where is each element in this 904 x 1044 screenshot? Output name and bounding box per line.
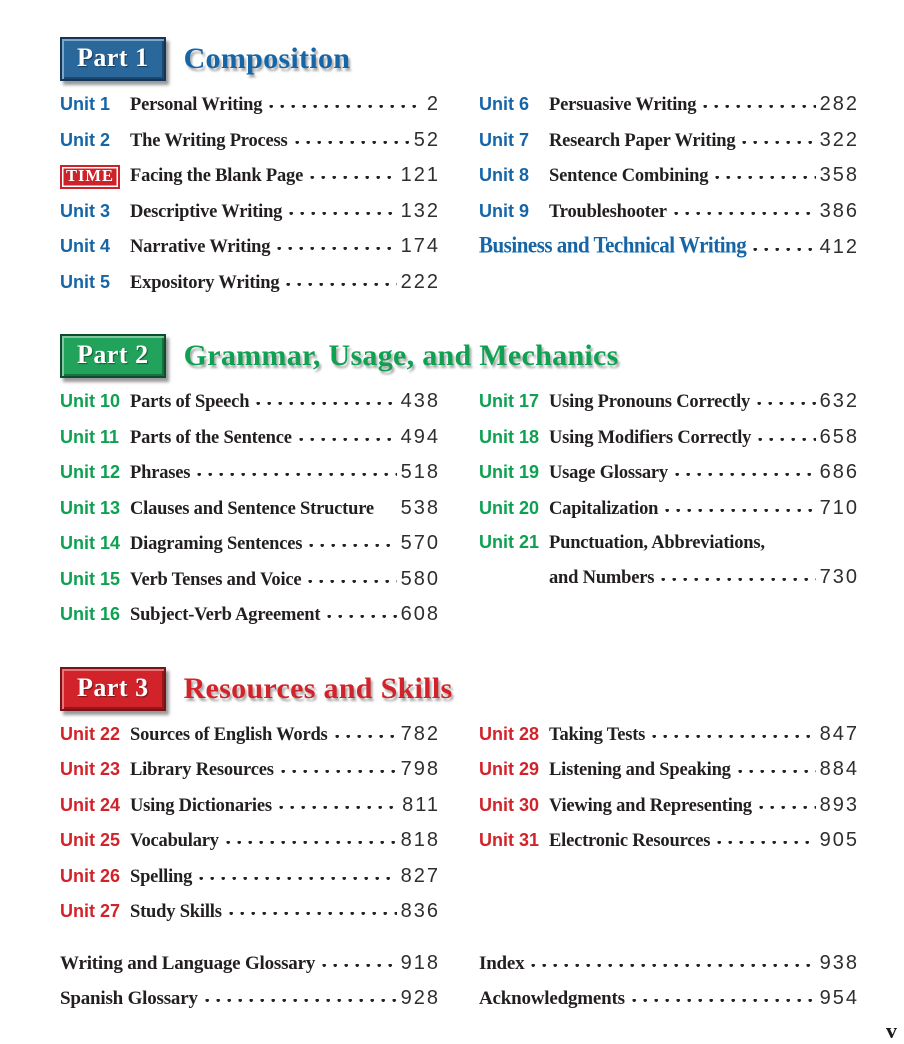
toc-entry-unit-29	[479, 759, 857, 785]
toc-entry-unit-13	[60, 498, 438, 524]
entry-title: Index	[479, 952, 525, 974]
toc-entry-unit-1	[60, 94, 438, 120]
toc-entry-unit-3	[60, 201, 438, 227]
part-2-columns	[60, 391, 857, 640]
page-number: 2	[426, 93, 440, 115]
toc-entry-unit-18	[479, 427, 857, 453]
unit-number-label: Unit 19	[479, 462, 540, 482]
unit-title: Electronic Resources	[549, 831, 711, 851]
toc-entry-unit-20	[479, 498, 857, 524]
page-number: 174	[400, 235, 440, 257]
unit-number-label: Unit 1	[60, 94, 111, 114]
part-2-right-column	[479, 391, 857, 640]
dot-leader	[335, 735, 397, 740]
part-2-section	[60, 333, 857, 640]
unit-number-label: Unit 30	[479, 794, 540, 815]
dot-leader	[229, 912, 397, 917]
dot-leader	[381, 509, 397, 514]
unit-title: Spelling	[130, 866, 193, 887]
unit-number-label: Unit 2	[60, 129, 111, 150]
page-number: 121	[400, 164, 440, 186]
unit-title: Verb Tenses and Voice	[130, 569, 302, 590]
part-3-left-column	[60, 724, 438, 937]
page-number: 686	[819, 461, 859, 483]
time-badge-slot	[60, 165, 130, 189]
entry-title: Spanish Glossary	[60, 988, 198, 1009]
dot-leader	[703, 105, 815, 110]
dot-leader	[531, 964, 815, 969]
toc-entry-spanish-glossary	[60, 988, 438, 1014]
unit-number-label: Unit 7	[479, 129, 530, 150]
toc-entry-acknowledgments	[479, 988, 857, 1014]
dot-leader	[308, 580, 396, 585]
part-1-header	[60, 36, 857, 82]
unit-title: Listening and Speaking	[549, 760, 731, 780]
dot-leader	[665, 509, 815, 514]
unit-title: The Writing Process	[130, 130, 288, 151]
toc-entry-unit-17	[479, 391, 857, 417]
unit-number-label: Unit 9	[479, 200, 530, 221]
unit-number-label: Unit 15	[60, 568, 121, 589]
unit-title: Using Modifiers Correctly	[549, 427, 752, 448]
unit-title: Descriptive Writing	[130, 201, 283, 222]
unit-title: Sentence Combining	[549, 166, 709, 186]
unit-number-label: Unit 23	[60, 759, 121, 779]
toc-entry-unit-4	[60, 236, 438, 262]
page-number: 954	[819, 987, 859, 1009]
toc-entry-unit-25	[60, 830, 438, 856]
part-2-left-column	[60, 391, 438, 640]
toc-entry-unit-21-line-1	[479, 533, 857, 559]
page-number: 884	[819, 758, 859, 780]
part-3-columns	[60, 724, 857, 937]
part-2-button: Part 2	[60, 334, 166, 378]
part-3-header	[60, 666, 857, 712]
page-number: 710	[819, 496, 859, 519]
dot-leader	[289, 212, 396, 217]
dot-leader	[738, 770, 816, 775]
unit-title: Facing the Blank Page	[130, 166, 304, 186]
unit-number-label: Unit 21	[479, 532, 540, 552]
unit-title: Using Pronouns Correctly	[549, 392, 751, 412]
unit-number-label: Unit 13	[60, 497, 121, 518]
part-1-section	[60, 36, 857, 307]
page-number: 918	[400, 951, 440, 974]
unit-number-label: Unit 8	[479, 165, 530, 185]
dot-leader	[322, 964, 396, 969]
unit-title: Clauses and Sentence Structure	[130, 498, 374, 519]
unit-number-label: Unit 16	[60, 604, 121, 624]
dot-leader	[652, 735, 815, 740]
dot-leader	[675, 473, 816, 478]
unit-number-label: Unit 24	[60, 794, 121, 815]
part-3-section	[60, 666, 857, 937]
dot-leader	[281, 770, 397, 775]
dot-leader	[277, 247, 396, 252]
unit-title: Subject-Verb Agreement	[130, 605, 321, 625]
page-number: 938	[819, 951, 859, 974]
page-number: 386	[819, 199, 859, 222]
feature-title: Business and Technical Writing	[479, 232, 747, 259]
page-number: 782	[400, 722, 440, 745]
dot-leader	[197, 473, 396, 478]
dot-leader	[759, 806, 816, 811]
part-1-title: Composition	[183, 42, 351, 75]
page-number: 836	[400, 900, 440, 922]
page-number: 632	[819, 390, 859, 412]
part-1-right-column	[479, 94, 857, 307]
page-number: 905	[819, 829, 859, 851]
unit-number-label: Unit 14	[60, 533, 121, 553]
dot-leader	[310, 176, 397, 181]
toc-entry-unit-7	[479, 130, 857, 156]
unit-number-label: Unit 3	[60, 200, 111, 221]
toc-entry-unit-28	[479, 724, 857, 750]
unit-title: Library Resources	[130, 760, 274, 780]
toc-entry-unit-31	[479, 830, 857, 856]
unit-number-label: Unit 26	[60, 865, 121, 886]
dot-leader	[299, 438, 397, 443]
toc-entry-unit-23	[60, 759, 438, 785]
unit-number-label: Unit 28	[479, 723, 540, 744]
unit-title: Study Skills	[130, 902, 222, 922]
dot-leader	[753, 248, 815, 253]
dot-leader	[309, 544, 396, 549]
toc-entry-unit-27	[60, 901, 438, 927]
page-number: 282	[819, 93, 859, 115]
toc-entry-unit-26	[60, 866, 438, 892]
unit-number-label: Unit 18	[479, 426, 540, 447]
toc-entry-unit-11	[60, 427, 438, 453]
toc-entry-writing-language-glossary	[60, 953, 438, 979]
dot-leader	[286, 283, 396, 288]
time-badge: TIME	[60, 165, 120, 189]
toc-entry-business-technical-writing	[479, 232, 859, 262]
unit-number-label: Unit 10	[60, 391, 121, 411]
page-number: 730	[819, 565, 859, 588]
dot-leader	[674, 212, 816, 217]
unit-title: Personal Writing	[130, 95, 263, 115]
dot-leader	[327, 615, 396, 620]
page-number: 818	[400, 829, 440, 851]
unit-title: Diagraming Sentences	[130, 534, 303, 554]
dot-leader	[205, 999, 397, 1004]
dot-leader	[758, 438, 815, 443]
unit-title: Using Dictionaries	[130, 795, 272, 816]
unit-number-label: Unit 12	[60, 462, 121, 482]
page-number: 893	[819, 793, 859, 816]
dot-leader	[717, 841, 815, 846]
page-number: 358	[819, 164, 859, 186]
page-number: 438	[400, 390, 440, 412]
unit-number-label: Unit 27	[60, 901, 121, 921]
dot-leader	[742, 141, 815, 146]
page-folio: v	[886, 1018, 897, 1043]
dot-leader	[226, 841, 397, 846]
page-number: 494	[400, 425, 440, 448]
page-number: 222	[400, 270, 440, 293]
toc-entry-unit-6	[479, 94, 857, 120]
unit-number-label: Unit 29	[479, 759, 540, 779]
dot-leader	[269, 105, 423, 110]
unit-number-label: Unit 11	[60, 426, 120, 447]
dot-leader	[279, 806, 398, 811]
dot-leader	[199, 877, 396, 882]
toc-entry-unit-21-line-2	[479, 567, 857, 593]
unit-number-label: Unit 17	[479, 391, 540, 411]
dot-leader	[757, 402, 816, 407]
page-number: 538	[400, 496, 440, 519]
toc-entry-unit-16	[60, 604, 438, 630]
toc-entry-unit-8	[479, 165, 857, 191]
toc-entry-unit-9	[479, 201, 857, 227]
toc-entry-unit-2	[60, 130, 438, 156]
page-number: 811	[402, 793, 440, 816]
unit-title: Parts of Speech	[130, 392, 250, 412]
unit-title: Parts of the Sentence	[130, 427, 292, 448]
part-2-header	[60, 333, 857, 379]
dot-leader	[715, 176, 815, 181]
page-number: 580	[400, 567, 440, 590]
toc-entry-unit-19	[479, 462, 857, 488]
page-number: 52	[413, 128, 440, 151]
toc-entry-unit-5	[60, 272, 438, 298]
unit-number-label: Unit 6	[479, 94, 530, 114]
dot-leader	[632, 999, 816, 1004]
page-number: 827	[400, 864, 440, 887]
toc-entry-index	[479, 953, 857, 979]
part-1-columns	[60, 94, 857, 307]
toc-entry-time-feature	[60, 165, 438, 191]
page-number: 412	[819, 236, 859, 258]
part-1-button: Part 1	[60, 37, 166, 81]
unit-title: Phrases	[130, 463, 191, 483]
unit-title: Expository Writing	[130, 272, 280, 293]
toc-entry-unit-15	[60, 569, 438, 595]
unit-title: Persuasive Writing	[549, 95, 697, 115]
unit-number-label: Unit 20	[479, 497, 540, 518]
page-number: 798	[400, 758, 440, 780]
unit-number-label: Unit 5	[60, 271, 111, 292]
toc-entry-unit-30	[479, 795, 857, 821]
toc-entry-unit-12	[60, 462, 438, 488]
toc-entry-unit-14	[60, 533, 438, 559]
part-3-right-column	[479, 724, 857, 937]
unit-title: Punctuation, Abbreviations,	[549, 533, 765, 553]
unit-title: Usage Glossary	[549, 463, 668, 483]
back-matter-section	[60, 953, 857, 1024]
page-number: 322	[819, 128, 859, 151]
page-number: 928	[400, 987, 440, 1009]
page-number: 132	[400, 199, 440, 222]
dot-leader	[295, 141, 410, 146]
unit-title: Viewing and Representing	[549, 795, 752, 816]
part-1-left-column	[60, 94, 438, 307]
part-2-title: Grammar, Usage, and Mechanics	[183, 339, 619, 372]
back-matter-right-column	[479, 953, 857, 1024]
unit-number-label: Unit 31	[479, 830, 540, 850]
part-3-button: Part 3	[60, 667, 166, 711]
unit-title: Taking Tests	[549, 724, 646, 745]
page-number: 570	[400, 532, 440, 554]
unit-number-label: Unit 22	[60, 723, 121, 744]
unit-number-label: Unit 4	[60, 236, 111, 256]
page-number: 658	[819, 425, 859, 448]
part-3-title: Resources and Skills	[183, 671, 453, 705]
page-number: 847	[819, 722, 859, 745]
page-number: 608	[400, 603, 440, 625]
unit-title: Sources of English Words	[130, 724, 328, 745]
unit-title: and Numbers	[549, 567, 655, 588]
unit-title: Troubleshooter	[549, 201, 667, 222]
toc-entry-unit-22	[60, 724, 438, 750]
unit-title: Vocabulary	[130, 831, 219, 851]
dot-leader	[256, 402, 396, 407]
toc-entry-unit-24	[60, 795, 438, 821]
unit-title: Narrative Writing	[130, 237, 271, 257]
toc-entry-unit-10	[60, 391, 438, 417]
unit-title: Research Paper Writing	[549, 130, 736, 151]
entry-title: Acknowledgments	[479, 988, 625, 1009]
back-matter-left-column	[60, 953, 438, 1024]
unit-number-label: Unit 25	[60, 830, 121, 850]
dot-leader	[661, 578, 815, 583]
unit-title: Capitalization	[549, 498, 659, 519]
page-number: 518	[400, 461, 440, 483]
entry-title: Writing and Language Glossary	[60, 952, 316, 974]
